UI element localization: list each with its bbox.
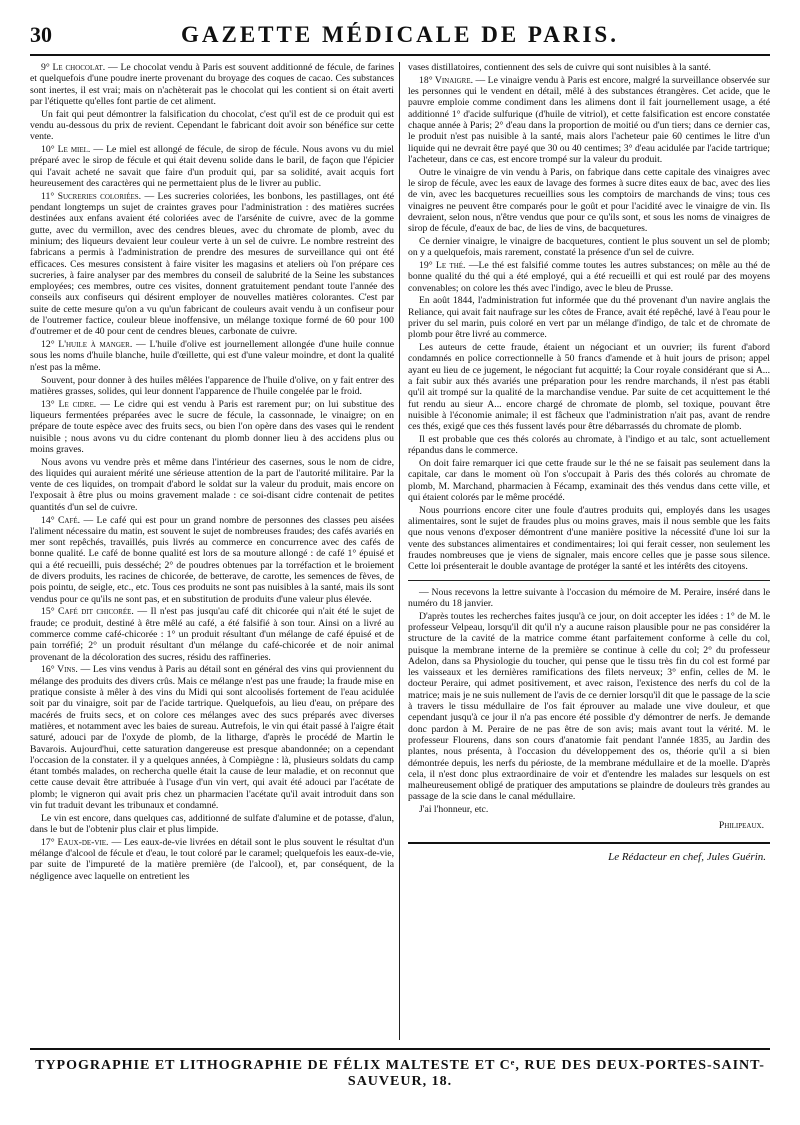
journal-title: GAZETTE MÉDICALE DE PARIS. (181, 22, 619, 47)
section-heading: 18° Vinaigre. (419, 74, 474, 86)
article-paragraph (30, 664, 394, 811)
section-heading: 13° Le cidre. (41, 398, 97, 410)
end-rule (408, 842, 770, 844)
article-paragraph (30, 144, 394, 189)
section-heading: 9° Le chocolat. (41, 62, 106, 73)
paragraph-text: — Le cidre qui est vendu à Paris est rarement pur; on lui substitue des liqueurs fermentées préparées avec le sucre de fécule, la cassonnade, le vinaigre; on en prépare de toute espèce avec des fruits secs, ou bien l'on opère dans des vases qui le rendent nuisible ; nous avons vu du cidre contenant du plomb donner lieu à des accidens plus ou moins graves. (30, 398, 394, 455)
paragraph-text: vases distillatoires, contiennent des sels de cuivre qui sont nuisibles à la santé. (408, 62, 711, 73)
right-column (408, 62, 770, 1040)
paragraph-text: — Le café qui est pour un grand nombre de personnes des classes peu aisées l'aliment nécessaire du matin, est souvent le sujet de nombreuses fraudes; des cafés avariés en mer sont repêchés, travaillés, puis livrés au commerce en concurrence avec des cafés de bonne qualité. Le café de bonne qualité est lors de sa mouture allongé : de café 1° épuisé et qui a été recueilli, puis desséché; 2° de poudres obtenues par la torréfaction et le broiement de divers produits, les racines de chicorée, de betterave, de carotte, les semences de fèves, de pois pointu, de seigle, etc., etc. Tous ces produits ne sont pas nuisibles à la santé, mais ils sont vendus pour ce qu'ils ne sont pas, et en substitution de produits d'une valeur plus élevée. (30, 514, 394, 605)
article-paragraph (408, 342, 770, 432)
article-paragraph (30, 109, 394, 143)
article-paragraph (408, 458, 770, 503)
article-paragraph (408, 236, 770, 259)
paragraph-text: Nous avons vu vendre près et même dans l'intérieur des casernes, sous le nom de cidre, des liquides qui auraient mérité une sérieuse attention de la part de l'autorité militaire. Par la vente de ces liquides, on trompait d'abord le soldat sur la valeur du produit, mais encore on l'exposait à être plus ou moins gravement malade : ce soi-disant cidre contenait de petites quantités d'un sel de cuivre. (30, 456, 394, 513)
article-paragraph (30, 606, 394, 662)
paragraph-text: Outre le vinaigre de vin vendu à Paris, on fabrique dans cette capitale des vinaigres avec le sirop de fécule, avec les eaux de lavage des formes à sucre dites eaux de bac, avec des lies de vin, avec les bacquetures recueillies sous les comptoirs de marchands de vins; tous ces vinaigres ne peuvent être comparés pour le goût et pour l'acidité avec le vinaigre de vin. Ils devraient, selon nous, n'être vendus que pour ce qu'ils sont, et sous les noms de vinaigres de sirop de fécule, d'eaux de bac, de lies de vins, de bacquetures. (408, 166, 770, 235)
paragraph-text: — Le vinaigre vendu à Paris est encore, malgré la surveillance observée sur les personnes qui le vendent en détail, mêlé à des substances étrangères. Cet acide, que le pauvre emploie comme condiment dans les alimens dont il fait journellement usage, a été additionné 1° d'acide sulfurique (d'huile de vitriol), et cette falsification est encore constatée chaque année à Paris; 2° d'eau dans la proportion de moitié ou d'un tiers; dans ce dernier cas, le produit n'est pas nuisible à la santé, mais alors l'acheteur paie 60 centimes le litre d'un liquide qui ne devrait être payé que 30 ou 40 centimes; 3° d'eau acidulée par l'acide tartrique; l'acheteur, dans ce cas, est encore trompé sur la valeur du produit. (408, 74, 770, 165)
article-paragraph (30, 375, 394, 398)
section-heading: 10° Le miel. (41, 144, 91, 156)
article-paragraph (30, 62, 394, 107)
paragraph-text: Le vin est encore, dans quelques cas, additionné de sulfate d'alumine et de potasse, d'alun, dans le but de l'obtenir plus clair et plus limpide. (30, 812, 394, 836)
paragraph-text: Ce dernier vinaigre, le vinaigre de bacquetures, contient le plus souvent un sel de plomb; on y a quelquefois, mais rarement, constaté la présence d'un sel de cuivre. (408, 235, 770, 259)
paragraph-text: Les auteurs de cette fraude, étaient un négociant et un ouvrier; ils furent d'abord condamnés en police correctionnelle à 50 francs d'amende et à huit jours de prison; appel ayant eu lieu de ce jugement, le négociant fut acquitté; la Cour royale considérant que si A... a fait subir aux thés avariés une préparation pour les rendre marchands, il n'est pas établi qu'il ait trompé sur la qualité de la marchandise vendue. Par suite de cet acquittement le thé fut rendu au sieur A... encore chargé de chromate de plomb, sel toxique, pouvant être nuisible à l'économie animale; il est fâcheux que l'administration n'ait pas, avant de rendre ces thés, exigé que ces thés fussent lavés pour être débarrassés du chromate de plomb. (408, 342, 770, 433)
article-columns (30, 62, 770, 1040)
left-column (30, 62, 394, 1040)
paragraph-text: — Les vins vendus à Paris au détail sont en général des vins qui proviennent du mélange des produits des divers crûs. Mais ce mélange n'est pas une fraude; la fraude mise en pratique consiste à mêler à des vins du Midi qui sont alcoolisés fortement de l'eau acidulée soit par du vinaigre, soit par de l'acide tartrique. Quelquefois, au lieu d'eau, on prépare des macérés de fruits secs, et on colore ces mélanges avec des sucs préparés avec diverses matières, et notamment avec les baies de sureau. Autrefois, le vin qui était passé à l'aigre était saturé, adouci par de l'oxyde de plomb, de la litharge, d'après le procédé de Martin le Bavarois. Aujourd'hui, cette saturation dangereuse est presque abandonnée; on a cependant l'occasion de la constater. il y a quelques années, à Compiègne : là, plusieurs soldats du camp étant tombés malades, on rechercha quelle était la cause de leur maladie, et on reconnut que cette cause devait être attribuée à l'usage d'un vin vert, qui avait été adouci par l'acétate de plomb; le vigneron qui avait pris chez un pharmacien l'acétate qu'il avait introduit dans son vin fut traduit devant les tribunaux et condamné. (30, 664, 394, 811)
column-rule (399, 62, 400, 1040)
article-paragraph (30, 813, 394, 836)
page-header (30, 14, 770, 56)
letter-body: D'après toutes les recherches faites jusqu'à ce jour, on doit accepter les idées : 1° de M. le professeur Velpeau, lorsqu'il dit qu'il n'y a aucune raison plausible pour ne pas considérer la structure de la cavité de la matrice comme étant parfaitement conforme à celle du col, puisque la membrane interne de la première se continue à celle du col; 2° du professeur Adelon, dans sa Physiologie du toucher, qui pense que le tissu très fin du col est formé par les vaisseaux et les dernières ramifications des filets nerveux; 3° enfin, celles de M. le docteur Peraire, qui admet positivement, et avec raison, l'existence des nerfs du col de la matrice; mais je ne suis nullement de l'avis de ce dernier lorsqu'il dit que le passage de la scie à travers le tissu médullaire de l'os fait éprouver au malade une vive douleur, et que cependant jusqu'à ce jour il n'a pas encore été possible d'y démontrer de nerfs. Je demande donc pardon à M. Peraire de ne pas être de son avis; mais avant tout la vérité. M. le professeur Flourens, dans son cours d'anatomie fait pendant l'année 1835, au Jardin des plantes, nous présenta, à l'occasion du développement des os, théorie qu'il a si bien démontrée depuis, les nerfs du périoste, de la membrane médullaire et de la moelle. D'après cela, il n'est donc plus extraordinaire de voir et d'entendre les malades sur lesquels on est malheureusement obligé de pratiquer des amputations se plaindre de douleurs très grandes au passage de la scie dans le canal médullaire. (408, 610, 770, 803)
letter-intro: — Nous recevons la lettre suivante à l'occasion du mémoire de M. Peraire, inséré dans le numéro du 18 janvier. (408, 586, 770, 609)
section-heading: 14° Café. (41, 514, 81, 526)
paragraph-text: — Le chocolat vendu à Paris est souvent additionné de fécule, de farines et quelquefois d'une poudre inerte provenant du broyage des coques de cacao. Ces substances sont inertes, il est vrai; mais on n'achèterait pas le chocolat qui les contient si on était averti par l'étiquette qu'elles font partie de cet aliment. (30, 62, 394, 107)
letter-separator (408, 580, 770, 581)
printer-footer: TYPOGRAPHIE ET LITHOGRAPHIE DE FÉLIX MALTESTE ET Cᵉ, RUE DES DEUX-PORTES-SAINT-SAUVEUR, 18. (30, 1048, 770, 1090)
paragraph-text: En août 1844, l'administration fut informée que du thé provenant d'un navire anglais the Reliance, qui avait fait naufrage sur les côtes de France, avait été repêché, lavé à l'eau pour le priver du sel marin, puis coloré en vert par un mélange d'indigo, de talc et de chromate de plomb pour être livré au commerce. (408, 295, 770, 341)
paragraph-text: — Les eaux-de-vie livrées en détail sont le plus souvent le résultat d'un mélange d'alcool de fécule et d'eau, le tout coloré par le caramel; quelquefois les eaux-de-vie, par suite de l'impureté de la matière première (de l'alcool), et, par conséquent, de la négligence avec laquelle on entretient les (30, 836, 394, 882)
article-paragraph (408, 62, 770, 73)
article-paragraph (30, 339, 394, 373)
page-number: 30 (30, 22, 52, 47)
section-heading: 15° Café dit chicorée. (41, 606, 134, 618)
paragraph-text: — L'huile d'olive est journellement allongée d'une huile connue sous les noms d'huile blanche, huile d'œillette, qui est d'une valeur moindre, et dont la qualité n'est pas la même. (30, 339, 394, 373)
article-paragraph (408, 505, 770, 573)
article-paragraph (30, 399, 394, 455)
section-heading: 17° Eaux-de-vie. (41, 836, 109, 848)
paragraph-text: On doit faire remarquer ici que cette fraude sur le thé ne se faisait pas seulement dans la capitale, car dans le moment où l'on s'occupait à Paris des thés colorés au chromate de plomb, M. Marchand, pharmacien à Fécamp, examinait des thés vendus dans cette ville, et qui étaient colorés par le même procédé. (408, 458, 770, 503)
editor-signature: Le Rédacteur en chef, Jules Guérin. (608, 850, 766, 863)
section-heading: 16° Vins. (41, 664, 78, 676)
article-paragraph (30, 191, 394, 338)
paragraph-text: — Le miel est allongé de fécule, de sirop de fécule. Nous avons vu du miel préparé avec le sirop de fécule et qui était devenu solide dans le baril, de façon que l'épicier qui l'avait acheté ne savait que faire d'un produit qui, par sa solidité, avait acquis fort heureusement des caractères qui ne permettaient plus de le livrer au public. (30, 144, 394, 189)
paragraph-text: Un fait qui peut démontrer la falsification du chocolat, c'est qu'il est de ce produit qui est vendu au-dessous du prix de revient. Cependant le fabricant doit avoir son bénéfice sur cette vente. (30, 108, 394, 143)
article-paragraph (408, 167, 770, 235)
article-paragraph (30, 515, 394, 605)
section-heading: 19° Le thé. (419, 260, 466, 272)
article-paragraph (408, 260, 770, 294)
paragraph-text: Il est probable que ces thés colorés au chromate, à l'indigo et au talc, sont actuellement répandus dans le commerce. (408, 434, 770, 457)
article-paragraph (408, 295, 770, 340)
right-column-paragraphs (408, 62, 770, 573)
paragraph-text: Nous pourrions encore citer une foule d'autres produits qui, employés dans les usages alimentaires, sont le sujet de fraudes plus ou moins graves, mais il nous semble que les faits que nous venons d'exposer démontrent d'une manière positive la nécessité d'une loi sur la vente des substances alimentaires et condimentaires; loi qui ferait cesser, non seulement les fraudes nombreuses que je viens de signaler, mais encore celles que je passe sous silence. Cette loi présenterait le double avantage de protéger la santé et les intérêts des citoyens. (408, 504, 770, 573)
section-heading: 11° Sucreries coloriées. (41, 190, 142, 202)
paragraph-text: — Les sucreries coloriées, les bonbons, les pastillages, ont été pendant longtemps un sujet de craintes graves pour l'administration : des matières sucrées destinées aux enfans avaient été coloriées avec de l'arsénite de cuivre, avec de la gomme gutte, avec du vermillon, avec des cendres bleues, avec du chromate de plomb, avec du minium; des liqueurs devaient leur couleur verte à un sel de cuivre. Le nombre restreint des fabricans a permis à l'administration de prendre des mesures de surveillance qui ont été efficaces. Ces mesures consistent à faire visiter les magasins et ateliers où l'on prépare ces sucreries, à faire analyser par des membres du conseil de salubrité de la Seine les substances employées; ces membres, outre ces visites, donnent gratuitement pendant toute l'année des conseils aux confiseurs qui désirent employer de nouvelles matières colorantes. C'est par suite de cette mesure qu'on a vu qu'un fabricant de couleurs avait vendu à un confiseur pour de l'outremer factice, couleur bleue inoffensive, un mélange toxique formé de 60 pour 100 d'outremer et de 40 pour cent de cendres bleues, carbonate de cuivre. (30, 190, 394, 338)
article-paragraph (408, 434, 770, 457)
paragraph-text: —Le thé est falsifié comme toutes les autres substances; on mêle au thé de bonne qualité du thé qui a été employé, qui a été recueilli et qui est roulé par des moyens convenables; on colore les thés avec l'indigo, avec le bleu de Prusse. (408, 260, 770, 294)
paragraph-text: Souvent, pour donner à des huiles mêlées l'apparence de l'huile d'olive, on y fait entrer des matières grasses, solides, qui leur donnent l'apparence de l'huile congelée par le froid. (30, 374, 394, 397)
letter-closing: J'ai l'honneur, etc. (419, 804, 489, 816)
article-paragraph (30, 837, 394, 882)
paragraph-text: — Il n'est pas jusqu'au café dit chicorée qui n'ait été le sujet de fraude; ce produit, destiné à être mêlé au café, a été falsifié à son tour. Ainsi on a livré au commerce comme café-chicorée : 1° un produit résultant d'un mélange de café épuisé et de pain torréfié; 2° un produit résultant d'un mélange du café-chicorée et de noir animal provenant de la décoloration des sucres, résidu des raffineries. (30, 606, 394, 663)
article-paragraph (30, 457, 394, 513)
article-paragraph (408, 75, 770, 165)
letter-signature: Philipeaux. (718, 819, 764, 831)
section-heading: 12° L'huile à manger. (41, 339, 133, 351)
